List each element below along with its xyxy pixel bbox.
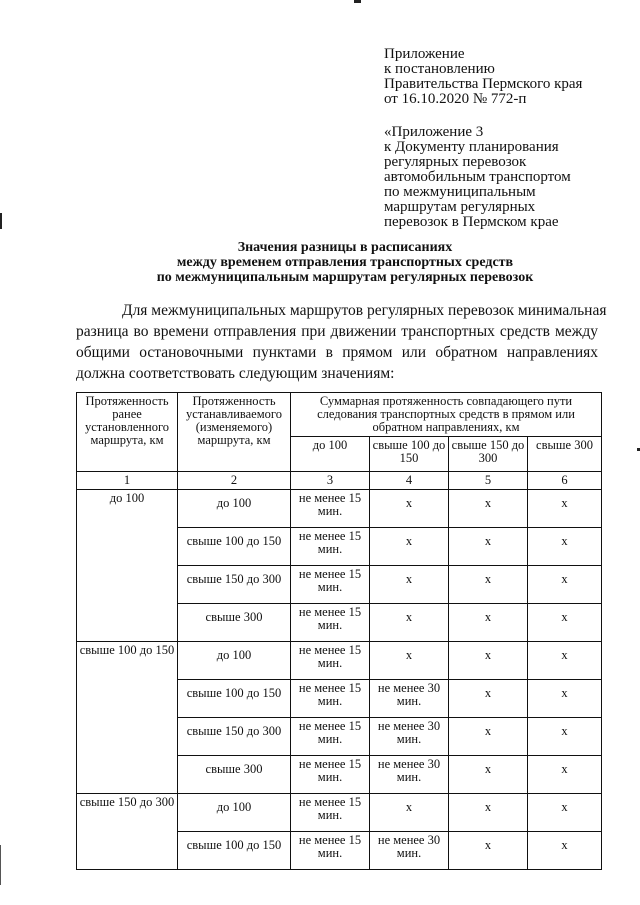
group-label-cell: свыше 100 до 150 (77, 642, 178, 794)
route-length-cell: до 100 (178, 794, 291, 832)
value-cell: x (370, 642, 449, 680)
intro-line: должна соответствовать следующим значениям: (76, 365, 395, 382)
scan-artifact (354, 0, 361, 3)
appendix-line: Правительства Пермского края (384, 76, 583, 92)
value-cell: не менее 15 мин. (291, 604, 370, 642)
value-cell: x (528, 528, 602, 566)
subheader-cell: свыше 300 (528, 437, 602, 472)
intro-paragraph (76, 300, 607, 384)
appendix3-line: «Приложение 3 (384, 124, 484, 140)
value-cell: x (528, 718, 602, 756)
route-length-cell: свыше 300 (178, 756, 291, 794)
column-number: 1 (77, 472, 178, 490)
column-number: 4 (370, 472, 449, 490)
value-cell: не менее 15 мин. (291, 566, 370, 604)
value-cell: x (528, 680, 602, 718)
value-cell: x (528, 832, 602, 870)
title-line: Значения разницы в расписаниях (237, 240, 453, 255)
title-line: по межмуниципальным маршрутам регулярных перевозок (156, 270, 534, 285)
value-cell: x (370, 794, 449, 832)
schedule-table (76, 392, 602, 870)
value-cell: не менее 30 мин. (370, 756, 449, 794)
value-cell: не менее 30 мин. (370, 832, 449, 870)
column-number: 5 (449, 472, 528, 490)
value-cell: не менее 15 мин. (291, 756, 370, 794)
document-title (96, 240, 594, 285)
intro-line: Для межмуниципальных маршрутов регулярных перевозок минимальная (122, 302, 607, 319)
appendix-line: к постановлению (384, 61, 495, 77)
appendix-line: от 16.10.2020 № 772-п (384, 91, 527, 107)
value-cell: x (449, 832, 528, 870)
appendix-header (384, 47, 582, 107)
value-cell: не менее 15 мин. (291, 490, 370, 528)
value-cell: x (449, 528, 528, 566)
column-number-row (77, 472, 602, 490)
value-cell: x (370, 528, 449, 566)
group-label-cell: до 100 (77, 490, 178, 642)
route-length-cell: свыше 100 до 150 (178, 528, 291, 566)
appendix3-line: регулярных перевозок (384, 154, 527, 170)
subheader-cell: свыше 150 до 300 (449, 437, 528, 472)
value-cell: x (370, 490, 449, 528)
appendix3-line: автомобильным транспортом (384, 169, 571, 185)
table-row (77, 642, 602, 680)
value-cell: x (528, 490, 602, 528)
appendix3-header (384, 125, 571, 230)
scan-artifact (0, 213, 2, 229)
value-cell: не менее 15 мин. (291, 794, 370, 832)
column-number: 6 (528, 472, 602, 490)
appendix-line: Приложение (384, 46, 465, 62)
route-length-cell: до 100 (178, 642, 291, 680)
group-label-cell: свыше 150 до 300 (77, 794, 178, 870)
value-cell: не менее 30 мин. (370, 718, 449, 756)
intro-line: разница во времени отправления при движении транспортных средств между (76, 323, 598, 340)
header-col1: Протяженность ранее установленного маршрута, км (77, 393, 178, 472)
value-cell: не менее 15 мин. (291, 718, 370, 756)
value-cell: не менее 15 мин. (291, 832, 370, 870)
route-length-cell: до 100 (178, 490, 291, 528)
table-row (77, 794, 602, 832)
value-cell: x (528, 604, 602, 642)
value-cell: x (449, 604, 528, 642)
route-length-cell: свыше 300 (178, 604, 291, 642)
appendix3-line: маршрутам регулярных (384, 199, 536, 215)
value-cell: x (370, 566, 449, 604)
appendix3-line: к Документу планирования (384, 139, 559, 155)
value-cell: x (449, 642, 528, 680)
value-cell: x (370, 604, 449, 642)
value-cell: x (449, 756, 528, 794)
route-length-cell: свыше 150 до 300 (178, 718, 291, 756)
value-cell: x (449, 794, 528, 832)
title-line: между временем отправления транспортных средств (176, 255, 514, 270)
header-group: Суммарная протяженность совпадающего пути следования транспортных средств в прямом или обратном направлениях, км (291, 393, 602, 437)
header-col2: Протяженность устанавливаемого (изменяемого) маршрута, км (178, 393, 291, 472)
value-cell: x (449, 680, 528, 718)
route-length-cell: свыше 100 до 150 (178, 680, 291, 718)
route-length-cell: свыше 150 до 300 (178, 566, 291, 604)
appendix3-line: по межмуниципальным (384, 184, 536, 200)
appendix3-line: перевозок в Пермском крае (384, 214, 559, 230)
value-cell: не менее 30 мин. (370, 680, 449, 718)
subheader-cell: свыше 100 до 150 (370, 437, 449, 472)
value-cell: x (528, 794, 602, 832)
value-cell: не менее 15 мин. (291, 528, 370, 566)
value-cell: x (528, 756, 602, 794)
value-cell: x (449, 566, 528, 604)
column-number: 2 (178, 472, 291, 490)
subheader-cell: до 100 (291, 437, 370, 472)
value-cell: не менее 15 мин. (291, 680, 370, 718)
route-length-cell: свыше 100 до 150 (178, 832, 291, 870)
value-cell: x (449, 718, 528, 756)
value-cell: x (528, 642, 602, 680)
intro-line: общими остановочными пунктами в прямом или обратном направлениях (76, 344, 598, 361)
table-row (77, 490, 602, 528)
table-header-row (77, 393, 602, 437)
column-number: 3 (291, 472, 370, 490)
value-cell: x (528, 566, 602, 604)
scan-artifact (0, 845, 1, 885)
value-cell: не менее 15 мин. (291, 642, 370, 680)
value-cell: x (449, 490, 528, 528)
